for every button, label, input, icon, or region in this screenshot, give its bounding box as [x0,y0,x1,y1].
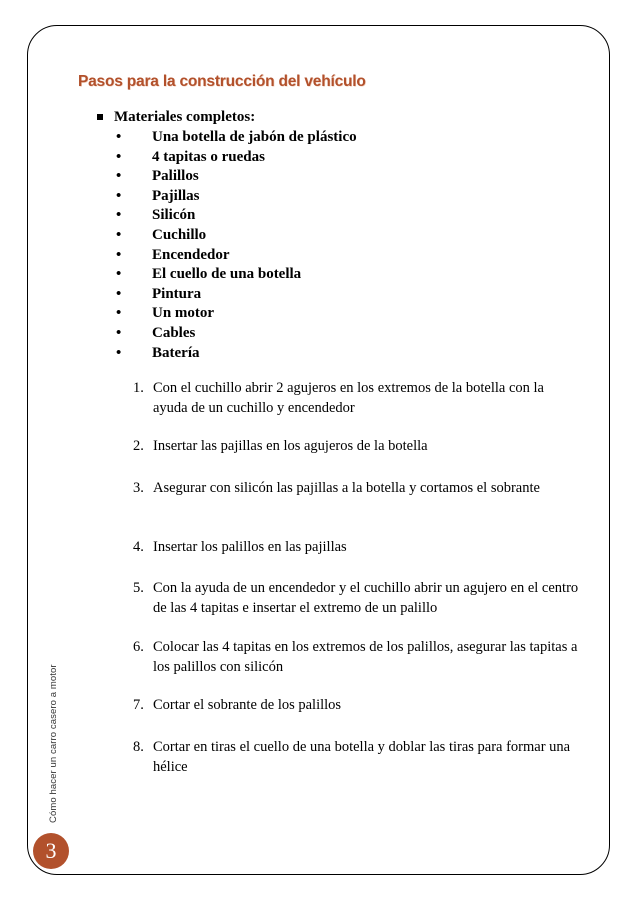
material-name: 4 tapitas o ruedas [152,148,265,165]
step-number: 6. [133,639,144,655]
bullet-icon: • [116,187,122,204]
list-item [96,186,576,206]
step-text: Insertar los palillos en las pajillas [153,539,347,555]
material-name: Encendedor [152,246,230,263]
list-item [96,245,576,265]
step-text: Con la ayuda de un encendedor y el cuchillo abrir un agujero en el centro de las 4 tapitas e insertar el extremo de un palillo [153,580,579,616]
list-item [96,343,576,363]
list-item [96,127,576,147]
bullet-icon: • [116,226,122,243]
bullet-icon: • [116,305,122,322]
bullet-icon: • [116,168,122,185]
bullet-icon: • [116,207,122,224]
material-name: Una botella de jabón de plástico [152,129,357,145]
step-number: 3. [133,480,144,496]
bullet-icon: • [116,324,122,341]
step-text: Cortar el sobrante de los palillos [153,697,342,713]
list-item [96,205,576,225]
step-number: 8. [133,739,144,755]
material-name: Batería [152,344,200,361]
step-number: 2. [133,438,144,454]
material-name: Pintura [152,285,202,302]
step-text: Cortar en tiras el cuello de una botella y doblar las tiras para formar una hélice [153,739,571,775]
page-number-badge: 3 [33,833,69,869]
material-name: Pajillas [152,187,200,204]
material-name: Cables [152,324,196,341]
materials-heading [96,107,576,127]
bullet-icon: • [116,344,122,361]
page-title: Pasos para la construcción del vehículo [78,73,366,90]
material-name: Silicón [152,207,196,224]
step-text: Insertar las pajillas en los agujeros de la botella [153,438,428,454]
list-item [96,284,576,304]
bullet-icon: • [116,285,122,302]
material-name: Un motor [152,305,215,322]
material-name: El cuello de una botella [152,266,302,283]
square-bullet-icon [97,114,103,120]
material-name: Palillos [152,168,199,185]
bullet-icon: • [116,246,122,263]
bullet-icon: • [116,129,122,145]
step-text: Con el cuchillo abrir 2 agujeros en los extremos de la botella con la ayuda de un cuchillo y encendedor [153,380,544,416]
material-name: Cuchillo [152,226,207,243]
step-text: Colocar las 4 tapitas en los extremos de los palillos, asegurar las tapitas a los palillos con silicón [153,639,578,675]
side-running-title: Cómo hacer un carro casero a motor [48,664,59,823]
materials-list [96,127,576,362]
bullet-icon: • [116,148,122,165]
list-item [96,225,576,245]
list-item [96,303,576,323]
list-item [96,166,576,186]
list-item [96,323,576,343]
step-number: 1. [133,380,144,396]
step-number: 4. [133,539,144,555]
materials-heading-text: Materiales completos: [114,109,256,125]
list-item [96,264,576,284]
step-number: 7. [133,697,144,713]
step-number: 5. [133,580,144,596]
list-item [96,147,576,167]
materials-section [96,107,576,362]
bullet-icon: • [116,266,122,283]
step-text: Asegurar con silicón las pajillas a la botella y cortamos el sobrante [153,480,540,496]
